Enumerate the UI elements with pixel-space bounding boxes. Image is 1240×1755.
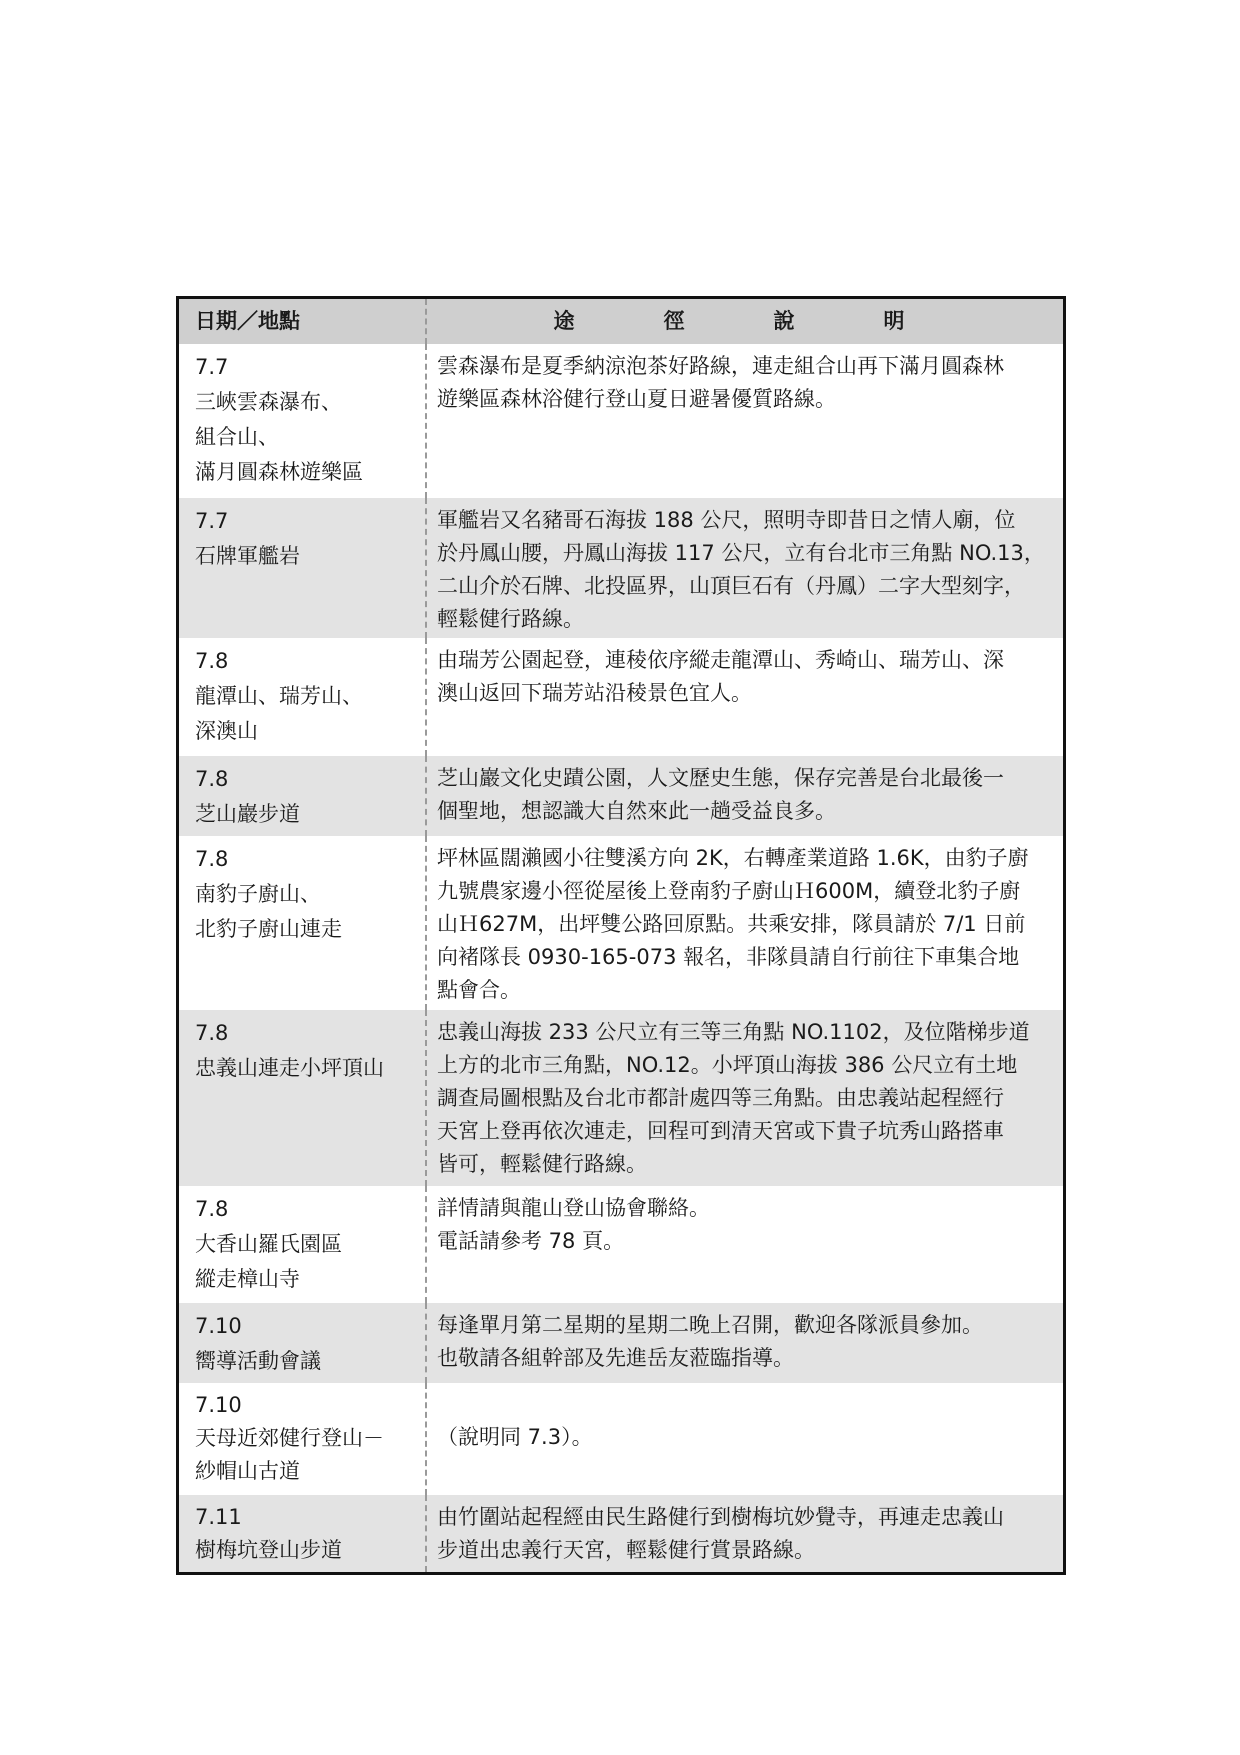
date-place-cell — [179, 638, 427, 756]
date-label: 7.8 — [195, 1197, 229, 1221]
description-line: 忠義山海拔 233 公尺立有三等三角點 NO.1102，及位階梯步道 — [437, 1020, 1030, 1044]
date-place-cell — [179, 756, 427, 836]
place-label: 深澳山 — [195, 719, 258, 743]
date-label: 7.8 — [195, 767, 229, 791]
table-row — [179, 344, 1063, 498]
place-label: 嚮導活動會議 — [195, 1349, 321, 1373]
description-line: 雲森瀑布是夏季納涼泡茶好路線，連走組合山再下滿月圓森林 — [437, 354, 1004, 378]
header-description: 途 徑 說 明 — [553, 309, 939, 333]
description-cell — [427, 836, 1063, 1010]
description-line: 皆可，輕鬆健行路線。 — [437, 1152, 647, 1176]
description-line: 由瑞芳公園起登，連稜依序縱走龍潭山、秀崎山、瑞芳山、深 — [437, 648, 1004, 672]
table-row — [179, 1186, 1063, 1303]
table-row — [179, 836, 1063, 1010]
date-place-cell — [179, 836, 427, 1010]
date-place-cell — [179, 1383, 427, 1495]
place-label: 忠義山連走小坪頂山 — [195, 1056, 384, 1080]
description-line: 九號農家邊小徑從屋後上登南豹子廚山Ｈ600M，續登北豹子廚 — [437, 879, 1021, 903]
place-label: 紗帽山古道 — [195, 1459, 300, 1483]
date-label: 7.8 — [195, 649, 229, 673]
date-label: 7.7 — [195, 355, 229, 379]
description-cell — [427, 1383, 1063, 1495]
description-line: 也敬請各組幹部及先進岳友蒞臨指導。 — [437, 1346, 794, 1370]
table-row — [179, 498, 1063, 638]
table-row — [179, 1303, 1063, 1383]
description-line: 電話請參考 78 頁。 — [437, 1229, 625, 1253]
place-label: 滿月圓森林遊樂區 — [195, 460, 363, 484]
description-cell — [427, 498, 1063, 638]
date-label: 7.11 — [195, 1505, 242, 1529]
description-line: 點會合。 — [437, 978, 521, 1002]
place-label: 南豹子廚山、 — [195, 882, 321, 906]
place-label: 石牌軍艦岩 — [195, 544, 300, 568]
table-row — [179, 756, 1063, 836]
description-cell — [427, 1495, 1063, 1572]
date-place-cell — [179, 1495, 427, 1572]
description-line: 山Ｈ627M，出坪雙公路回原點。共乘安排，隊員請於 7/1 日前 — [437, 912, 1026, 936]
description-line: 每逢單月第二星期的星期二晚上召開，歡迎各隊派員參加。 — [437, 1313, 983, 1337]
place-label: 龍潭山、瑞芳山、 — [195, 684, 363, 708]
place-label: 樹梅坑登山步道 — [195, 1538, 342, 1562]
date-place-cell — [179, 498, 427, 638]
description-cell — [427, 344, 1063, 498]
place-label: 北豹子廚山連走 — [195, 917, 342, 941]
description-line: 軍艦岩又名豬哥石海拔 188 公尺，照明寺即昔日之情人廟，位 — [437, 508, 1016, 532]
date-place-cell — [179, 344, 427, 498]
description-cell — [427, 756, 1063, 836]
description-cell — [427, 1186, 1063, 1303]
place-label: 縱走樟山寺 — [195, 1267, 300, 1291]
description-cell — [427, 638, 1063, 756]
description-line: 詳情請與龍山登山協會聯絡。 — [437, 1196, 710, 1220]
date-label: 7.8 — [195, 847, 229, 871]
place-label: 天母近郊健行登山－ — [195, 1426, 384, 1450]
description-line: 由竹圍站起程經由民生路健行到樹梅坑妙覺寺，再連走忠義山 — [437, 1505, 1004, 1529]
description-line: 向褚隊長 0930-165-073 報名，非隊員請自行前往下車集合地 — [437, 945, 1020, 969]
description-line: 芝山巖文化史蹟公園，人文歷史生態，保存完善是台北最後一 — [437, 766, 1004, 790]
place-label: 組合山、 — [195, 425, 279, 449]
description-line: 天宮上登再依次連走，回程可到清天宮或下貴子坑秀山路搭車 — [437, 1119, 1004, 1143]
date-place-cell — [179, 1303, 427, 1383]
description-line: 遊樂區森林浴健行登山夏日避暑優質路線。 — [437, 387, 836, 411]
table-row — [179, 1383, 1063, 1495]
description-line: 個聖地，想認識大自然來此一趟受益良多。 — [437, 799, 836, 823]
place-label: 三峽雲森瀑布、 — [195, 390, 342, 414]
date-label: 7.7 — [195, 509, 229, 533]
description-line: 調查局圖根點及台北市都計處四等三角點。由忠義站起程經行 — [437, 1086, 1004, 1110]
description-line: 坪林區闊瀨國小往雙溪方向 2K，右轉產業道路 1.6K，由豹子廚 — [437, 846, 1029, 870]
description-cell — [427, 1010, 1063, 1186]
description-line: 於丹鳳山腰，丹鳳山海拔 117 公尺，立有台北市三角點 NO.13， — [437, 541, 1045, 565]
description-line: 輕鬆健行路線。 — [437, 607, 584, 631]
date-place-cell — [179, 1186, 427, 1303]
description-cell — [427, 1303, 1063, 1383]
table-header — [179, 299, 1063, 344]
description-line: 澳山返回下瑞芳站沿稜景色宜人。 — [437, 681, 752, 705]
table-row — [179, 638, 1063, 756]
header-date-place: 日期／地點 — [179, 299, 427, 344]
place-label: 芝山巖步道 — [195, 802, 300, 826]
date-label: 7.8 — [195, 1021, 229, 1045]
date-label: 7.10 — [195, 1393, 242, 1417]
description-line: 步道出忠義行天宮，輕鬆健行賞景路線。 — [437, 1538, 815, 1562]
table-row — [179, 1495, 1063, 1572]
place-label: 大香山羅氏園區 — [195, 1232, 342, 1256]
table-row — [179, 1010, 1063, 1186]
date-place-cell — [179, 1010, 427, 1186]
description-line: 二山介於石牌、北投區界，山頂巨石有（丹鳳）二字大型刻字， — [437, 574, 1025, 598]
schedule-table — [176, 296, 1066, 1575]
description-line: （說明同 7.3）。 — [437, 1425, 593, 1449]
date-label: 7.10 — [195, 1314, 242, 1338]
description-line: 上方的北市三角點，NO.12。小坪頂山海拔 386 公尺立有土地 — [437, 1053, 1018, 1077]
